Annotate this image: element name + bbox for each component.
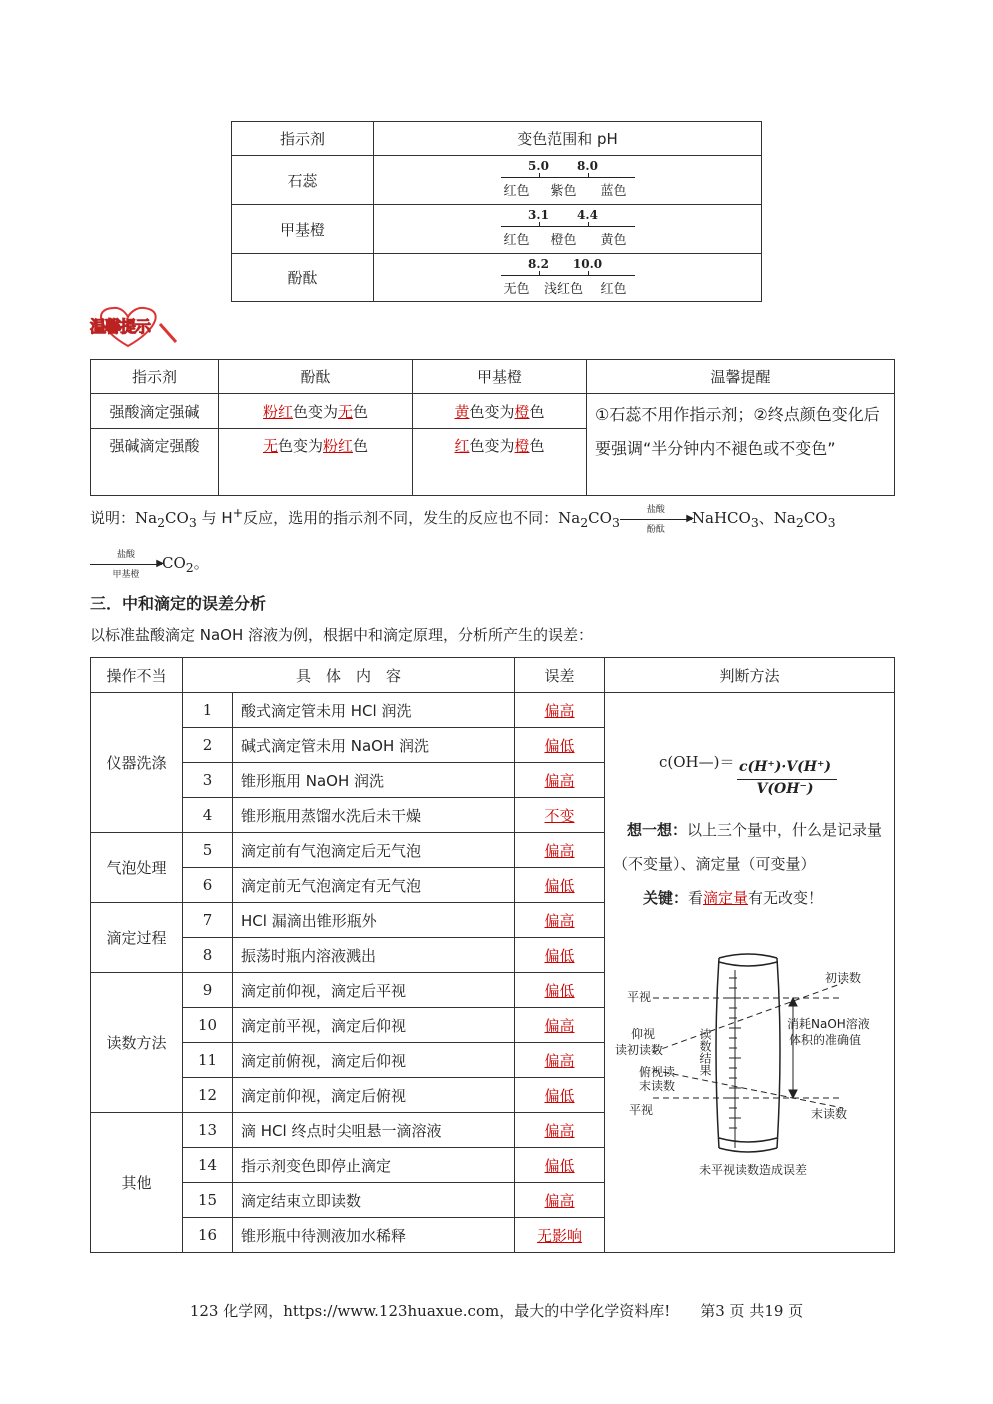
group-washing: 仪器洗涤: [91, 693, 183, 833]
t2-header-methyl: 甲基橙: [413, 360, 587, 394]
tip-badge: 温馨提示: [88, 304, 184, 348]
burette-reading-diagram: [613, 948, 891, 1178]
svg-text:体积的准确值: 体积的准确值: [789, 1033, 862, 1047]
row-content: 滴定前无气泡滴定有无气泡: [233, 868, 515, 903]
note-line-2: 盐酸 ▶ 甲基橙 $CO_2$。: [90, 552, 209, 575]
row-content: 滴定结束立即读数: [233, 1183, 515, 1218]
row-number: 8: [183, 938, 233, 973]
row-content: 锥形瓶用蒸馏水洗后未干燥: [233, 798, 515, 833]
section-heading: 三．中和滴定的误差分析: [90, 594, 267, 613]
t2-row1-methyl: 黄色变为橙色: [413, 394, 587, 429]
row-error: 偏高: [544, 1191, 575, 1210]
row-number: 11: [183, 1043, 233, 1078]
row-number: 2: [183, 728, 233, 763]
key-text: 关键：看滴定量有无改变！: [643, 889, 824, 907]
svg-text:仰视: 仰视: [631, 1027, 656, 1041]
row-number: 3: [183, 763, 233, 798]
header-range: 变色范围和 pH: [374, 122, 762, 156]
formula-numerator: c(H⁺)·V(H⁺): [739, 759, 831, 775]
scale-phenolphthalein: 8.2 10.0 无色 浅红色 红色: [374, 254, 762, 302]
t2-reminder: ①石蕊不用作指示剂；②终点颜色变化后要强调“半分钟内不褪色或不变色”: [587, 394, 895, 496]
row-error: 无影响: [536, 1226, 582, 1245]
row-number: 10: [183, 1008, 233, 1043]
t2-header-reminder: 温馨提醒: [587, 360, 895, 394]
row-number: 1: [183, 693, 233, 728]
svg-text:末读数: 末读数: [811, 1107, 848, 1121]
row-number: 13: [183, 1113, 233, 1148]
error-analysis-table: [90, 657, 895, 1253]
t2-header-indicator: 指示剂: [91, 360, 219, 394]
group-bubbles: 气泡处理: [91, 833, 183, 903]
row-content: 酸式滴定管未用 HCl 润洗: [233, 693, 515, 728]
row-number: 14: [183, 1148, 233, 1183]
indicator-methyl-orange: 甲基橙: [232, 205, 374, 254]
t3-header-content: 具 体 内 容: [183, 658, 515, 693]
formula-left: c(OH—)＝: [659, 753, 735, 771]
row-error: 偏高: [544, 701, 575, 720]
row-error: 偏高: [544, 771, 575, 790]
think-text: 想一想：以上三个量中，什么是记录量（不变量）、滴定量（可变量）: [613, 821, 883, 873]
row-number: 16: [183, 1218, 233, 1253]
row-error: 偏低: [544, 876, 575, 895]
t2-row2-phenol: 无色变为粉红色: [219, 429, 413, 496]
row-number: 4: [183, 798, 233, 833]
row-content: HCl 漏滴出锥形瓶外: [233, 903, 515, 938]
row-error: 不变: [544, 806, 575, 825]
svg-text:平视: 平视: [627, 990, 652, 1004]
svg-text:读数结果: 读数结果: [698, 1028, 712, 1076]
row-error: 偏高: [544, 841, 575, 860]
row-content: 滴定前仰视，滴定后平视: [233, 973, 515, 1008]
svg-text:俯视读: 俯视读: [639, 1065, 676, 1079]
method-cell: [605, 693, 895, 1253]
row-error: 偏高: [544, 1121, 575, 1140]
t2-row2-label: 强碱滴定强酸: [91, 429, 219, 496]
t3-header-method: 判断方法: [605, 658, 895, 693]
row-error: 偏高: [544, 1051, 575, 1070]
group-other: 其他: [91, 1113, 183, 1253]
row-error: 偏低: [544, 1156, 575, 1175]
svg-text:末读数: 末读数: [639, 1079, 676, 1093]
header-indicator: 指示剂: [232, 122, 374, 156]
note-line-1: 说明：$Na_2CO_3$ 与 H+反应，选用的指示剂不同，发生的反应也不同：$Na_2CO_3$ 盐酸 ▶ 酚酞 NaHCO$_3$、$Na_2CO_3$: [90, 504, 836, 535]
row-content: 滴定前有气泡滴定后无气泡: [233, 833, 515, 868]
row-content: 滴定前俯视，滴定后仰视: [233, 1043, 515, 1078]
svg-text:未平视读数造成误差: 未平视读数造成误差: [699, 1163, 808, 1177]
t2-row1-label: 强酸滴定强碱: [91, 394, 219, 429]
row-number: 12: [183, 1078, 233, 1113]
page-footer: 123 化学网，https://www.123huaxue.com，最大的中学化学资料库! 第3 页 共19 页: [189, 1302, 804, 1320]
arrow-hcl-phenol: 盐酸 ▶ 酚酞: [620, 511, 692, 527]
svg-text:消耗NaOH溶液: 消耗NaOH溶液: [787, 1017, 870, 1031]
indicator-phenolphthalein: 酚酞: [232, 254, 374, 302]
indicator-litmus: 石蕊: [232, 156, 374, 205]
scale-litmus: 5.0 8.0 红色 紫色 蓝色: [374, 156, 762, 205]
t2-row1-phenol: 粉红色变为无色: [219, 394, 413, 429]
row-content: 滴定前平视，滴定后仰视: [233, 1008, 515, 1043]
row-number: 6: [183, 868, 233, 903]
group-reading: 读数方法: [91, 973, 183, 1113]
row-number: 9: [183, 973, 233, 1008]
arrow-hcl-methyl: 盐酸 ▶ 甲基橙: [90, 556, 162, 572]
svg-text:读初读数: 读初读数: [615, 1043, 664, 1057]
indicator-range-table: [231, 121, 762, 302]
row-content: 碱式滴定管未用 NaOH 润洗: [233, 728, 515, 763]
row-content: 振荡时瓶内溶液溅出: [233, 938, 515, 973]
row-error: 偏低: [544, 981, 575, 1000]
row-number: 5: [183, 833, 233, 868]
row-content: 锥形瓶中待测液加水稀释: [233, 1218, 515, 1253]
row-content: 锥形瓶用 NaOH 润洗: [233, 763, 515, 798]
t2-header-phenol: 酚酞: [219, 360, 413, 394]
t2-row2-methyl: 红色变为橙色: [413, 429, 587, 496]
indicator-tip-table: [90, 359, 895, 496]
row-error: 偏低: [544, 946, 575, 965]
svg-text:初读数: 初读数: [825, 971, 862, 985]
row-error: 偏低: [544, 736, 575, 755]
scale-methyl-orange: 3.1 4.4 红色 橙色 黄色: [374, 205, 762, 254]
row-error: 偏高: [544, 911, 575, 930]
row-error: 偏高: [544, 1016, 575, 1035]
row-number: 7: [183, 903, 233, 938]
section-intro: 以标准盐酸滴定 NaOH 溶液为例，根据中和滴定原理，分析所产生的误差：: [90, 626, 594, 644]
row-content: 指示剂变色即停止滴定: [233, 1148, 515, 1183]
row-content: 滴 HCl 终点时尖咀悬一滴溶液: [233, 1113, 515, 1148]
svg-text:平视: 平视: [629, 1103, 654, 1117]
t3-header-op: 操作不当: [91, 658, 183, 693]
formula-denominator: V(OH⁻): [756, 781, 814, 797]
row-content: 滴定前仰视，滴定后俯视: [233, 1078, 515, 1113]
row-number: 15: [183, 1183, 233, 1218]
t3-header-error: 误差: [515, 658, 605, 693]
group-titration: 滴定过程: [91, 903, 183, 973]
row-error: 偏低: [544, 1086, 575, 1105]
